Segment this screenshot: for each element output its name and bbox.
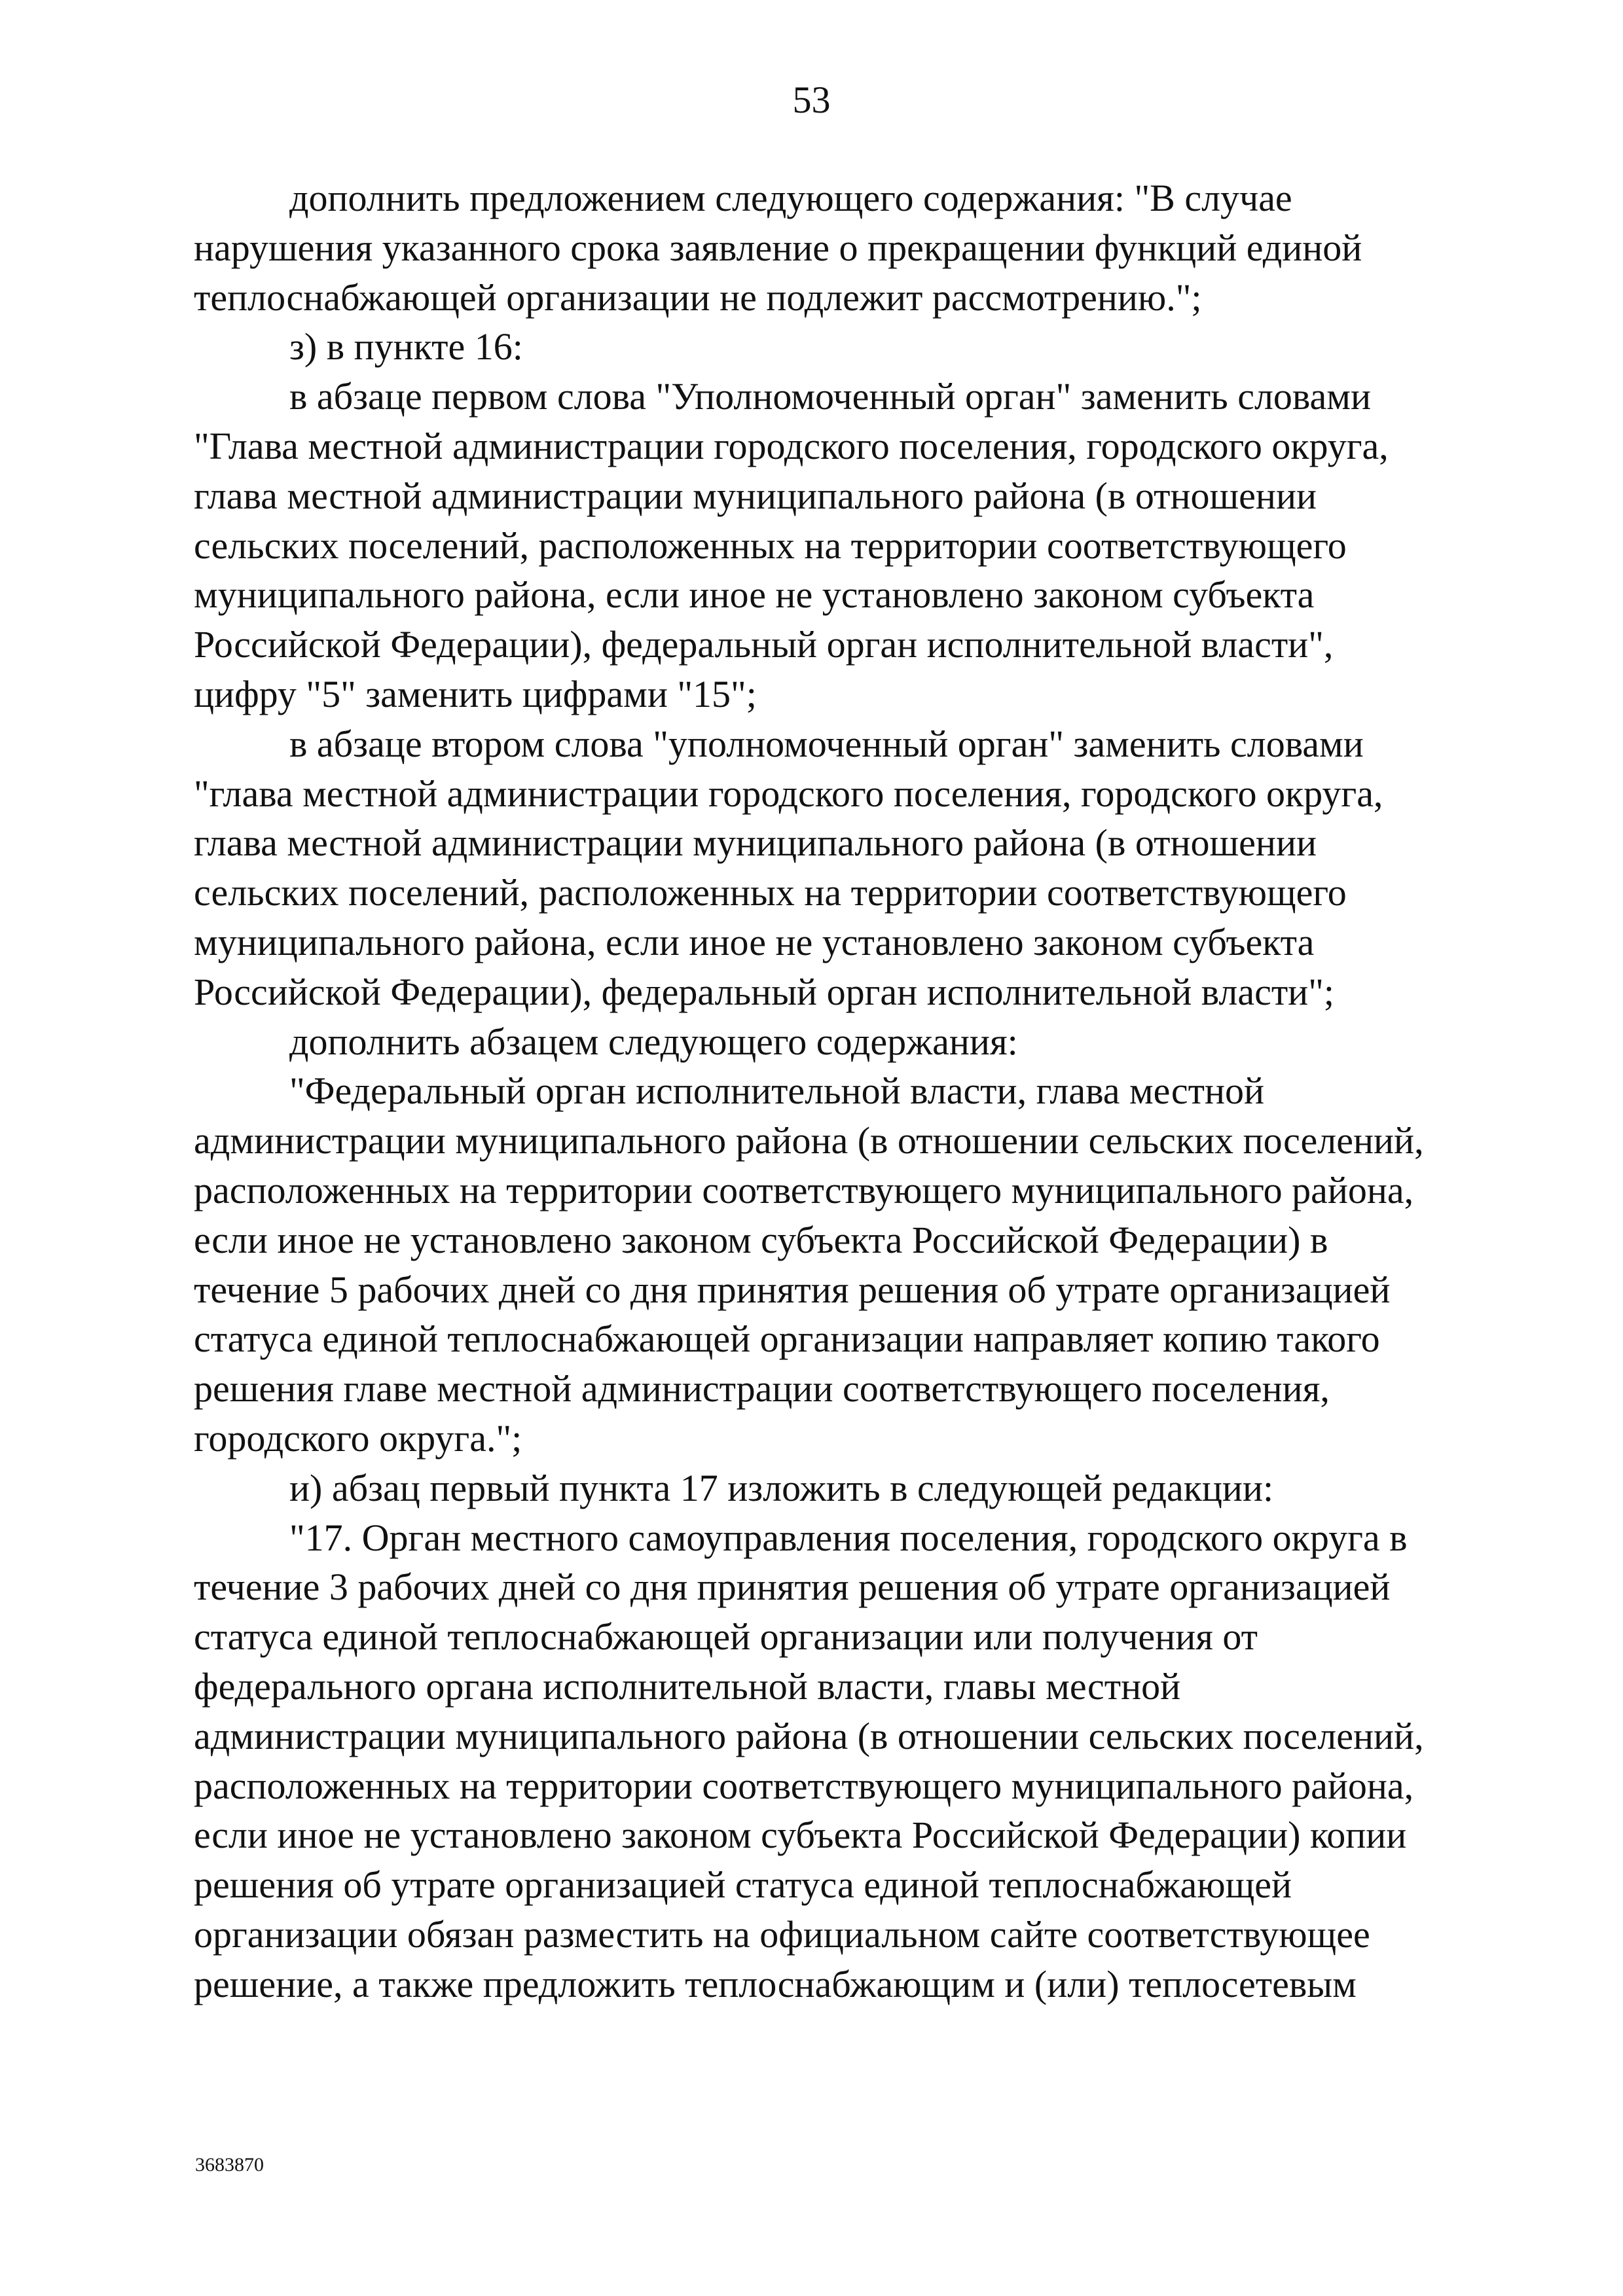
- document-id: 3683870: [195, 2154, 264, 2176]
- document-body: [194, 173, 1431, 2009]
- page-number: 53: [792, 79, 831, 121]
- paragraph-7: и) абзац первый пункта 17 изложить в следующей редакции:: [289, 1466, 1274, 1509]
- paragraph-1: дополнить предложением следующего содержания: "В случае нарушения указанного срока заявление о прекращении функций единой теплоснабжающей организации не подлежит рассмотрению.";: [194, 177, 1362, 319]
- paragraph-2: з) в пункте 16:: [289, 325, 523, 368]
- paragraph-4: в абзаце втором слова "уполномоченный орган" заменить словами "глава местной администрации городского поселения, городского округа, глава местной администрации муниципального района (в отношении сельских поселений, расположенных на территории соответствующего муниципального района, если иное не установлено законом субъекта Российской Федерации), федеральный орган исполнительной власти";: [194, 722, 1383, 1013]
- paragraph-8: "17. Орган местного самоуправления поселения, городского округа в течение 3 рабочих дней со дня принятия решения об утрате организацией статуса единой теплоснабжающей организации или получения от федерального органа исполнительной власти, главы местной администрации муниципального района (в отношении сельских поселений, расположенных на территории соответствующего муниципального района, если иное не установлено законом субъекта Российской Федерации) копии решения об утрате организацией статуса единой теплоснабжающей организации обязан разместить на официальном сайте соответствующее решение, а также предложить теплоснабжающим и (или) теплосетевым: [194, 1516, 1424, 2005]
- paragraph-6: "Федеральный орган исполнительной власти, глава местной администрации муниципального района (в отношении сельских поселений, расположенных на территории соответствующего муниципального района, если иное не установлено законом субъекта Российской Федерации) в течение 5 рабочих дней со дня принятия решения об утрате организацией статуса единой теплоснабжающей организации направляет копию такого решения главе местной администрации соответствующего поселения, городского округа.";: [194, 1069, 1424, 1460]
- paragraph-5: дополнить абзацем следующего содержания:: [289, 1020, 1018, 1063]
- paragraph-3: в абзаце первом слова "Уполномоченный орган" заменить словами "Глава местной администрации городского поселения, городского округа, глава местной администрации муниципального района (в отношении сельских поселений, расположенных на территории соответствующего муниципального района, если иное не установлено законом субъекта Российской Федерации), федеральный орган исполнительной власти", цифру "5" заменить цифрами "15";: [194, 375, 1389, 715]
